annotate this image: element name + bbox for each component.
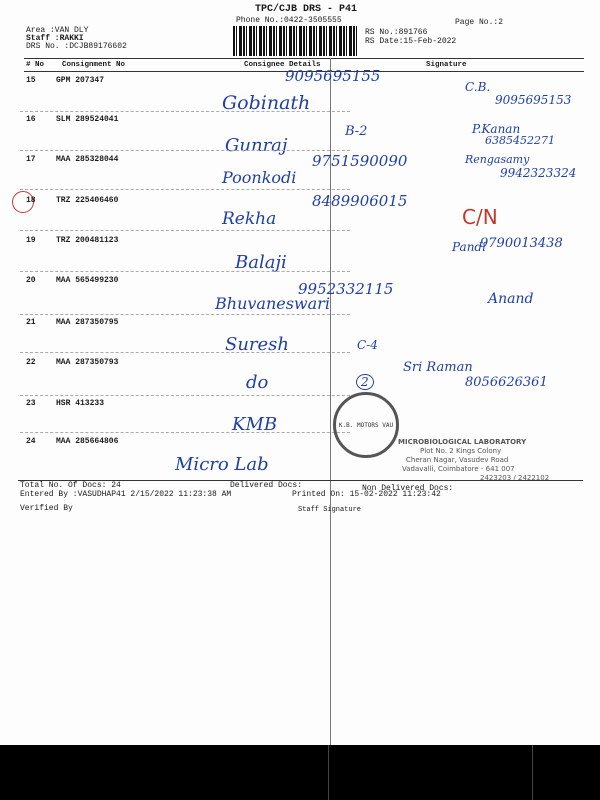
consignment-number: MAA 285328044	[56, 155, 119, 164]
handwritten-phone: 9952332115	[298, 280, 394, 298]
signature-phone: 8056626361	[465, 375, 548, 390]
row-number: 18	[26, 196, 36, 205]
row-divider	[20, 395, 350, 396]
handwritten-code: C-4	[357, 338, 378, 352]
header-right	[365, 28, 456, 46]
handwritten-name: Micro Lab	[175, 454, 269, 475]
handwritten-name: Poonkodi	[222, 168, 297, 187]
rs-number: RS No.:891766	[365, 28, 428, 37]
signature-phone: 9790013438	[480, 236, 563, 251]
handwritten-phone: 9095695155	[285, 67, 381, 85]
cn-annotation: C/N	[462, 205, 498, 229]
header-phone: Phone No.:0422-3505555	[236, 16, 342, 25]
col-consignee: Consignee Details	[244, 61, 321, 69]
consignment-number: MAA 287350793	[56, 358, 119, 367]
non-delivered-docs: Non Delivered Docs:	[362, 484, 454, 493]
circled-number: 2	[356, 374, 374, 390]
lab-phone: 2423203 / 2422102	[480, 474, 550, 482]
row-number: 16	[26, 115, 36, 124]
handwritten-phone: B-2	[345, 124, 368, 139]
signature-phone: 9095695153	[495, 93, 572, 107]
row-number: 21	[26, 318, 36, 327]
signature-note: Pandi	[452, 240, 486, 254]
lab-address-line: Plot No. 2 Kings Colony	[420, 447, 502, 455]
consignment-number: TRZ 225406460	[56, 196, 119, 205]
row-number: 15	[26, 76, 36, 85]
col-no: # No	[26, 61, 45, 69]
row-divider	[20, 271, 350, 272]
area-field: Area :VAN DLY	[26, 26, 89, 35]
consignment-number: GPM 207347	[56, 76, 105, 85]
row-number: 20	[26, 276, 36, 285]
drs-number: DRS No. :DCJB89176602	[26, 42, 127, 51]
handwritten-name: do	[246, 372, 269, 393]
handwritten-phone: 8489906015	[312, 192, 408, 210]
handwritten-name: Bhuvaneswari	[215, 294, 330, 313]
handwritten-name: Gunraj	[225, 135, 288, 156]
entered-by: Entered By :VASUDHAP41 2/15/2022 11:23:38 AM	[20, 490, 232, 499]
signature-note: Anand	[488, 291, 534, 307]
scan-line	[328, 745, 329, 800]
signature-note: C.B.	[465, 80, 491, 94]
signature-phone: 9942323324	[500, 166, 577, 180]
row-divider	[20, 150, 350, 151]
row-divider	[20, 111, 350, 112]
col-signature: Signature	[426, 61, 467, 69]
handwritten-name: Balaji	[235, 252, 287, 273]
lab-name: MICROBIOLOGICAL LABORATORY	[398, 438, 527, 446]
lab-address-line: Vadavalli, Coimbatore - 641 007	[402, 465, 515, 473]
page-number: Page No.:2	[455, 18, 504, 27]
document-title: TPC/CJB DRS - P41	[255, 4, 358, 15]
staff-signature: Staff Signature	[298, 506, 362, 514]
row-number: 17	[26, 155, 36, 164]
scan-line	[532, 745, 533, 800]
delivered-docs: Delivered Docs:	[230, 481, 303, 490]
signature-note: Rengasamy	[465, 153, 530, 166]
staff-field: Staff :RAKKI	[26, 34, 84, 43]
consignment-number: MAA 285664806	[56, 437, 119, 446]
row-number: 22	[26, 358, 36, 367]
header-left	[26, 27, 127, 51]
row-divider	[20, 230, 350, 231]
row-divider	[20, 432, 350, 433]
handwritten-name: Suresh	[225, 334, 290, 355]
consignment-number: TRZ 200481123	[56, 236, 119, 245]
verified-by: Verified By	[20, 504, 73, 513]
printed-on: Printed On: 15-02-2022 11:23:42	[292, 490, 441, 499]
col-consignment: Consignment No	[62, 61, 126, 69]
signature-phone: 6385452271	[485, 134, 555, 147]
lab-address-line: Cheran Nagar, Vasudev Road	[406, 456, 509, 464]
handwritten-name: Gobinath	[222, 92, 311, 114]
row-divider	[20, 189, 350, 190]
consignment-number: HSR 413233	[56, 399, 105, 408]
signature-note: Sri Raman	[403, 360, 473, 375]
signature-note: P.Kanan	[472, 122, 521, 136]
handwritten-name: KMB	[232, 414, 278, 435]
consignment-number: MAA 287350795	[56, 318, 119, 327]
seal-text: K.B. MOTORS VAU	[338, 421, 394, 429]
rs-date: RS Date:15-Feb-2022	[365, 37, 457, 46]
row-number: 19	[26, 236, 36, 245]
row-divider	[20, 314, 350, 315]
total-docs: Total No. Of Docs: 24	[20, 481, 121, 490]
handwritten-phone: 9751590090	[312, 152, 408, 170]
consignment-number: MAA 565499230	[56, 276, 119, 285]
company-seal	[333, 392, 399, 458]
row-divider	[20, 352, 350, 353]
consignment-number: SLM 289524041	[56, 115, 119, 124]
row-number: 24	[26, 437, 36, 446]
barcode	[233, 26, 359, 56]
handwritten-name: Rekha	[222, 209, 277, 229]
scan-border	[0, 745, 600, 800]
row-number: 23	[26, 399, 36, 408]
